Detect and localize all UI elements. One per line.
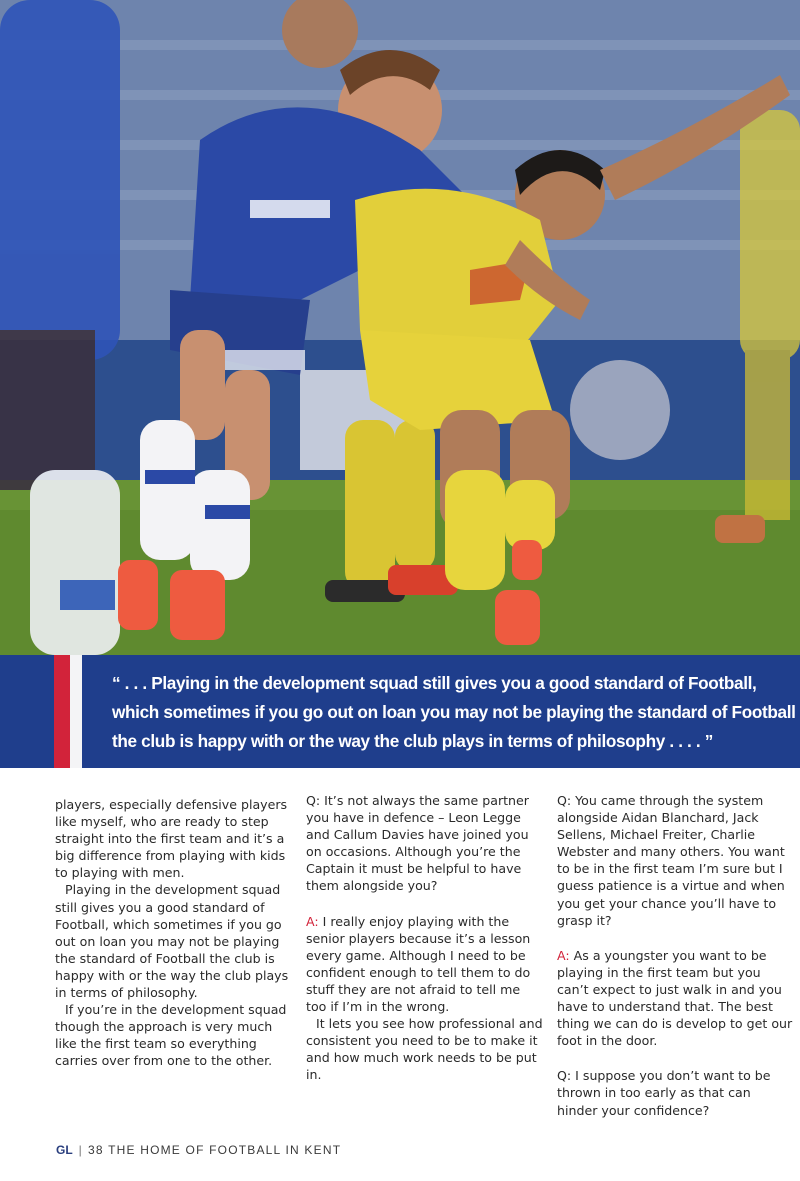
paragraph: players, especially defensive players like myself, who are ready to step straight into the first team and it’s a big difference from playing with kids to playing with men. — [55, 797, 288, 881]
page-footer — [56, 1143, 341, 1157]
interview-answer — [306, 913, 544, 1016]
answer-text: I really enjoy playing with the senior players because it’s a lesson every game. Although I need to be confident enough to tell them to do stuff they are not afraid to tell me too if I’m in the wrong. — [306, 913, 531, 1015]
interview-question: Q: I suppose you don’t want to be thrown in too early as that can hinder your confidence? — [557, 1068, 771, 1118]
answer-text: As a youngster you want to be playing in the first team but you can’t expect to just walk in and you have to understand that. The best thing we can do is develop to get our foot in the door. — [557, 947, 793, 1049]
paragraph: If you’re in the development squad though the approach is very much like the first team so everything carries over from one to the other. — [55, 1002, 287, 1069]
pull-quote: “ . . . Playing in the development squad still gives you a good standard of Football, which sometimes if you go out on loan you may not be playing the standard of Football the club is happy with or the way the club plays in terms of philosophy . . . . ” — [112, 673, 796, 751]
article-column-2 — [306, 792, 544, 1084]
article-column-3 — [557, 792, 795, 1119]
interview-question: Q: It’s not always the same partner you have in defence – Leon Legge and Callum Davies have joined you on occasions. Although you’re the Captain it must be helpful to have them alongside you? — [306, 793, 529, 894]
banner-stripe-blue — [0, 655, 54, 768]
footer-separator: | — [78, 1143, 83, 1157]
answer-label: A: — [557, 947, 570, 963]
banner-stripe-red — [54, 655, 70, 768]
interview-question: Q: You came through the system alongside Aidan Blanchard, Jack Sellens, Michael Freiter, Charlie Webster and many others. You want to be in the first team I’m sure but I guess patience is a virtue and when you get your chance you’ll have to grasp it? — [557, 793, 785, 928]
paragraph: It lets you see how professional and consistent you need to be to make it and how much work needs to be put in. — [306, 1016, 543, 1083]
club-logo-icon: GL — [56, 1143, 73, 1157]
quote-banner — [0, 655, 800, 768]
paragraph: Playing in the development squad still gives you a good standard of Football, which sometimes if you go out on loan you may not be playing the standard of Football the club is happy with or the way the club plays in terms of philosophy. — [55, 882, 289, 1001]
answer-label: A: — [306, 913, 319, 929]
article-column-1 — [55, 796, 293, 1070]
interview-answer — [557, 947, 795, 1050]
footer-page-label: 38 THE HOME OF FOOTBALL IN KENT — [88, 1143, 342, 1157]
